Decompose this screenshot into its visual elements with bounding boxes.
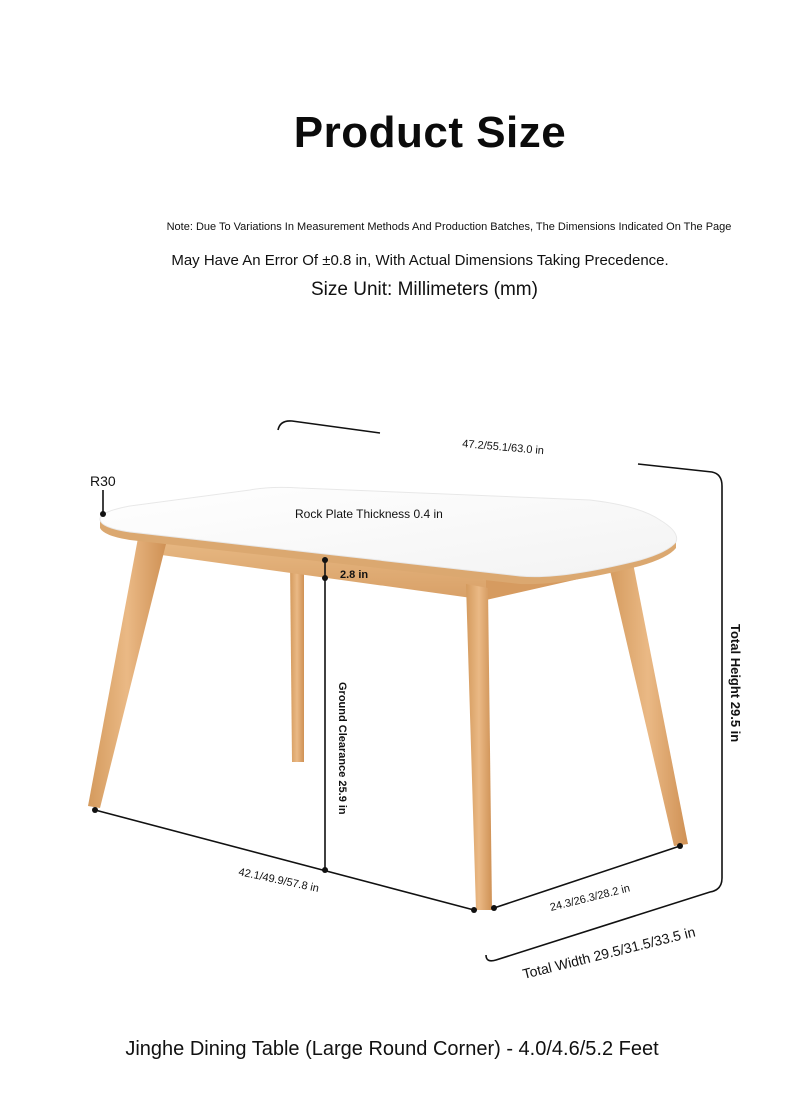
measurement-note-continued: May Have An Error Of ±0.8 in, With Actual Dimensions Taking Precedence.: [171, 252, 669, 269]
front-left-leg: [88, 538, 166, 808]
top-length-label: 47.2/55.1/63.0 in: [461, 438, 545, 458]
size-unit-label: Size Unit: Millimeters (mm): [311, 279, 538, 300]
apron-bottom-point: [322, 575, 328, 581]
front-left-foot-point: [92, 807, 98, 813]
corner-point: [100, 511, 106, 517]
ground-point: [322, 867, 328, 873]
apron-height-label: 2.8 in: [340, 569, 369, 581]
front-right-foot-point: [471, 907, 477, 913]
apron-top-point: [322, 557, 328, 563]
front-right-leg: [466, 584, 492, 910]
front-right-foot-point-2: [491, 905, 497, 911]
top-length-line-left: [278, 421, 380, 433]
back-right-foot-point: [677, 843, 683, 849]
back-right-leg: [608, 558, 688, 846]
product-caption: Jinghe Dining Table (Large Round Corner) - 4.0/4.6/5.2 Feet: [125, 1038, 659, 1060]
corner-radius-label: R30: [90, 473, 116, 489]
leg-span-length-line: [95, 810, 474, 910]
total-width-label: Total Width 29.5/31.5/33.5 in: [520, 923, 697, 982]
measurement-note: Note: Due To Variations In Measurement Methods And Production Batches, The Dimensions Indicated On The Page: [166, 221, 732, 233]
plate-thickness-label: Rock Plate Thickness 0.4 in: [295, 507, 443, 521]
total-height-label: Total Height 29.5 in: [728, 624, 743, 743]
back-left-leg: [290, 560, 304, 762]
leg-span-length-label: 42.1/49.9/57.8 in: [237, 866, 321, 895]
ground-clearance-label: Ground Clearance 25.9 in: [336, 682, 348, 815]
page-title: Product Size: [293, 108, 567, 157]
leg-span-width-label: 24.3/26.3/28.2 in: [548, 882, 632, 914]
